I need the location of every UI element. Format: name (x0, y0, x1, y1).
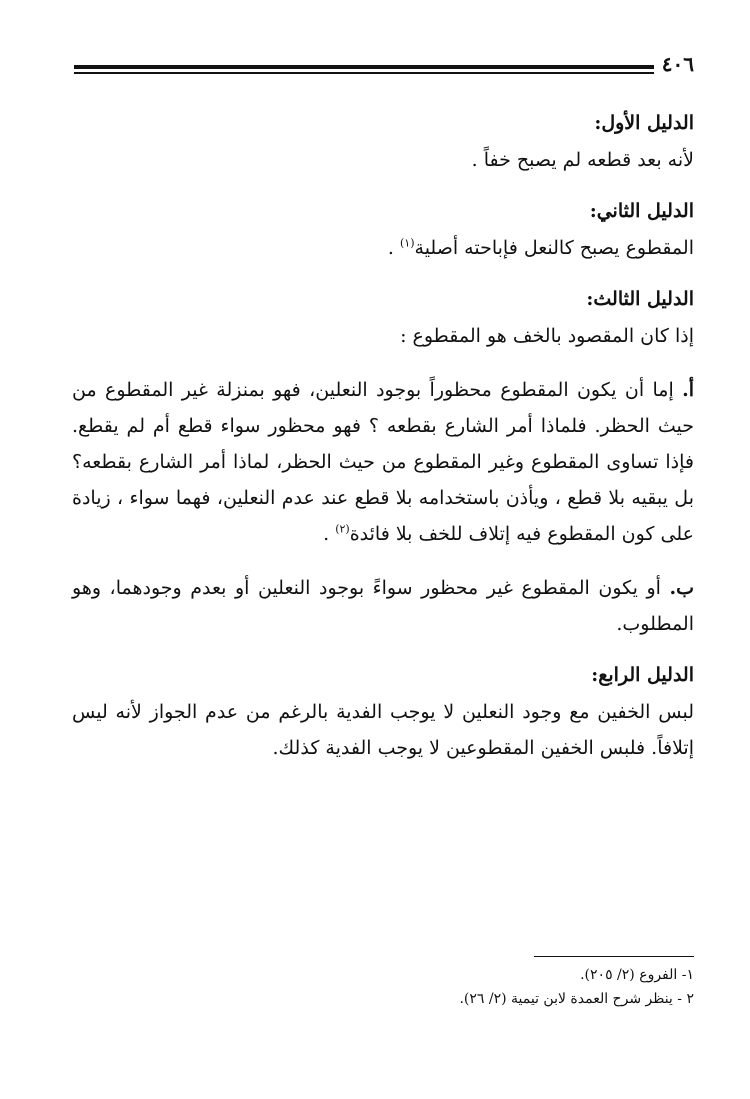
item-b (72, 570, 694, 642)
section-text: إذا كان المقصود بالخف هو المقطوع : (400, 325, 694, 347)
section-heading: الدليل الرابع: (591, 664, 694, 686)
footnote-item: ١- الفروع (٢/ ٢٠٥). (580, 967, 694, 983)
section-first-evidence (72, 108, 694, 178)
item-a-end: . (323, 523, 336, 545)
item-b-text (72, 570, 694, 642)
item-a-body: إما أن يكون المقطوع محظوراً بوجود النعلين، فهو بمنزلة غير المقطوع من حيث الحظر. فلماذا أمر الشارع بقطعه ؟ فهو محظور سواء قطع أم لم يقطع. فإذا تساوى المقطوع وغير المقطوع من حيث الحظر، لماذا أمر الشارع بقطعه؟ بل يبقيه بلا قطع ، ويأذن باستخدامه بلا قطع عند عدم النعلين، فهما سواء ، زيادة على كون المقطوع فيه إتلاف للخف بلا فائدة (72, 379, 694, 545)
item-b-body: أو يكون المقطوع غير محظور سواءً بوجود النعلين أو بعدم وجودهما، وهو المطلوب. (72, 577, 694, 635)
item-letter: أ. (682, 379, 694, 401)
footnote-ref[interactable]: (٢) (335, 522, 350, 536)
section-heading: الدليل الثاني: (589, 200, 694, 222)
section-heading: الدليل الأول: (594, 112, 694, 134)
section-heading: الدليل الثالث: (586, 288, 694, 310)
item-a (72, 372, 694, 552)
footnote-ref[interactable]: (١) (400, 236, 415, 250)
main-content (72, 108, 694, 784)
section-text: لبس الخفين مع وجود النعلين لا يوجب الفدية بالرغم من عدم الجواز لأنه ليس إتلافاً. فلبس الخفين المقطوعين لا يوجب الفدية كذلك. (72, 701, 694, 759)
page-number: ٤٠٦ (656, 52, 694, 76)
section-fourth-evidence (72, 660, 694, 766)
item-letter: ب. (669, 577, 694, 599)
section-second-evidence (72, 196, 694, 266)
section-text-end: . (387, 237, 400, 259)
page-header (74, 52, 694, 80)
section-text-body: المقطوع يصبح كالنعل فإباحته أصلية (414, 237, 694, 259)
header-rule-thin (74, 72, 654, 74)
footnote-divider (534, 956, 694, 957)
item-a-text (72, 372, 694, 552)
header-rule-thick (74, 65, 654, 69)
section-third-evidence (72, 284, 694, 354)
section-text: لأنه بعد قطعه لم يصبح خفاً . (471, 149, 694, 171)
section-text (72, 230, 694, 266)
footnotes (72, 956, 694, 1011)
footnote-item: ٢ - ينظر شرح العمدة لابن تيمية (٢/ ٢٦). (459, 991, 694, 1007)
